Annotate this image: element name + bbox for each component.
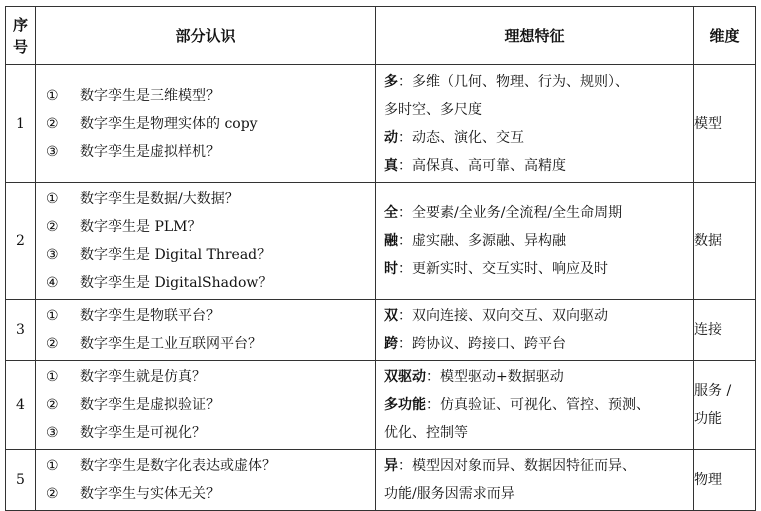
header-ideal: 理想特征: [376, 7, 694, 65]
ideal-features-cell: [376, 65, 694, 183]
item-marker: ①: [46, 369, 59, 385]
feature-keyword: 融: [384, 233, 398, 249]
feature-keyword: 双: [384, 308, 398, 324]
ideal-feature-line: [376, 330, 693, 358]
feature-text: ：模型因对象而异、数据因特征而异、: [398, 458, 636, 474]
partial-item-text: 数字孪生是 Digital Thread？: [80, 247, 272, 263]
feature-keyword: 多: [384, 73, 398, 90]
partial-item-text: 数字孪生是物联平台？: [80, 308, 220, 324]
table-row: [6, 65, 756, 183]
item-marker: ①: [46, 308, 59, 324]
item-marker: ③: [46, 425, 59, 441]
feature-text: 多时空、多尺度: [384, 101, 482, 118]
ideal-feature-line: [376, 124, 693, 152]
partial-cognition-cell: [36, 361, 376, 450]
feature-text: 优化、控制等: [384, 425, 468, 441]
feature-text: ：模型驱动+数据驱动: [426, 369, 564, 385]
item-marker: ②: [46, 486, 59, 502]
partial-item: [36, 391, 375, 419]
header-dimension: 维度: [694, 7, 756, 65]
partial-item: [36, 480, 375, 508]
partial-cognition-cell: [36, 65, 376, 183]
partial-item: [36, 138, 375, 166]
table-row: [6, 183, 756, 300]
partial-item: [36, 213, 375, 241]
partial-item-text: 数字孪生是虚拟验证？: [80, 397, 220, 413]
feature-keyword: 跨: [384, 336, 398, 352]
partial-cognition-cell: [36, 300, 376, 361]
row-number: 5: [6, 450, 36, 511]
dimension-cell: [694, 450, 756, 511]
item-marker: ②: [46, 219, 59, 235]
partial-item: [36, 82, 375, 110]
dimension-cell: [694, 300, 756, 361]
feature-keyword: 时: [384, 261, 398, 277]
ideal-feature-line: [376, 255, 693, 283]
item-marker: ①: [46, 87, 59, 104]
ideal-features-cell: [376, 183, 694, 300]
feature-keyword: 双驱动: [384, 369, 426, 385]
dimension-label: 物理: [694, 472, 722, 488]
partial-item: [36, 330, 375, 358]
ideal-feature-line: [376, 96, 693, 124]
partial-item: [36, 241, 375, 269]
item-marker: ①: [46, 191, 59, 207]
partial-item-text: 数字孪生是数据/大数据？: [80, 191, 239, 207]
table-row: [6, 300, 756, 361]
partial-cognition-cell: [36, 183, 376, 300]
partial-item-text: 数字孪生是工业互联网平台？: [80, 336, 262, 352]
feature-text: ：跨协议、跨接口、跨平台: [398, 336, 566, 352]
dimension-cell: [694, 361, 756, 450]
ideal-feature-line: [376, 391, 693, 419]
feature-text: ：仿真验证、可视化、管控、预测、: [426, 397, 650, 413]
partial-item-text: 数字孪生是物理实体的 copy: [80, 115, 258, 132]
ideal-feature-line: [376, 152, 693, 180]
feature-text: ：高保真、高可靠、高精度: [398, 157, 566, 174]
feature-text: ：动态、演化、交互: [398, 129, 524, 146]
row-number: 4: [6, 361, 36, 450]
feature-text: ：全要素/全业务/全流程/全生命周期: [398, 205, 623, 221]
table-row: [6, 361, 756, 450]
feature-keyword: 全: [384, 205, 398, 221]
partial-item-text: 数字孪生是 DigitalShadow？: [80, 275, 273, 291]
dimension-label: 模型: [694, 115, 722, 132]
item-marker: ①: [46, 458, 59, 474]
feature-keyword: 异: [384, 458, 398, 474]
item-marker: ②: [46, 336, 59, 352]
partial-item: [36, 269, 375, 297]
header-row: [6, 7, 756, 65]
feature-text: 功能/服务因需求而异: [384, 486, 515, 502]
ideal-feature-line: [376, 419, 693, 447]
row-number: 1: [6, 65, 36, 183]
partial-item: [36, 302, 375, 330]
ideal-feature-line: [376, 452, 693, 480]
row-number: 3: [6, 300, 36, 361]
feature-keyword: 动: [384, 129, 398, 146]
ideal-feature-line: [376, 227, 693, 255]
row-number: 2: [6, 183, 36, 300]
item-marker: ②: [46, 397, 59, 413]
ideal-feature-line: [376, 480, 693, 508]
partial-item-text: 数字孪生就是仿真？: [80, 369, 206, 385]
partial-item: [36, 419, 375, 447]
ideal-feature-line: [376, 68, 693, 96]
feature-keyword: 真: [384, 157, 398, 174]
feature-text: ：多维（几何、物理、行为、规则）、: [398, 73, 629, 90]
partial-item-text: 数字孪生与实体无关？: [80, 486, 220, 502]
partial-item-text: 数字孪生是虚拟样机？: [80, 143, 220, 160]
partial-cognition-cell: [36, 450, 376, 511]
table-body: [6, 65, 756, 511]
ideal-feature-line: [376, 199, 693, 227]
dimension-label: 连接: [694, 322, 722, 338]
partial-item: [36, 185, 375, 213]
table-row: [6, 450, 756, 511]
ideal-features-cell: [376, 450, 694, 511]
partial-item-text: 数字孪生是 PLM？: [80, 219, 202, 235]
partial-item: [36, 452, 375, 480]
feature-text: ：更新实时、交互实时、响应及时: [398, 261, 608, 277]
item-marker: ④: [46, 275, 59, 291]
partial-item: [36, 363, 375, 391]
partial-item-text: 数字孪生是三维模型？: [80, 87, 220, 104]
dimension-cell: [694, 183, 756, 300]
partial-item: [36, 110, 375, 138]
dimension-cell: [694, 65, 756, 183]
dimension-label: 功能: [694, 411, 722, 427]
header-partial: 部分认识: [36, 7, 376, 65]
header-no: 序号: [6, 7, 36, 65]
feature-text: ：双向连接、双向交互、双向驱动: [398, 308, 608, 324]
dimension-label: 数据: [694, 233, 722, 249]
feature-keyword: 多功能: [384, 397, 426, 413]
item-marker: ②: [46, 115, 59, 132]
ideal-features-cell: [376, 300, 694, 361]
ideal-feature-line: [376, 363, 693, 391]
item-marker: ③: [46, 247, 59, 263]
item-marker: ③: [46, 143, 59, 160]
feature-text: ：虚实融、多源融、异构融: [398, 233, 566, 249]
ideal-features-cell: [376, 361, 694, 450]
dimension-label: 服务 /: [694, 383, 732, 399]
partial-item-text: 数字孪生是数字化表达或虚体？: [80, 458, 276, 474]
partial-item-text: 数字孪生是可视化？: [80, 425, 206, 441]
cognition-table: [5, 6, 756, 511]
ideal-feature-line: [376, 302, 693, 330]
